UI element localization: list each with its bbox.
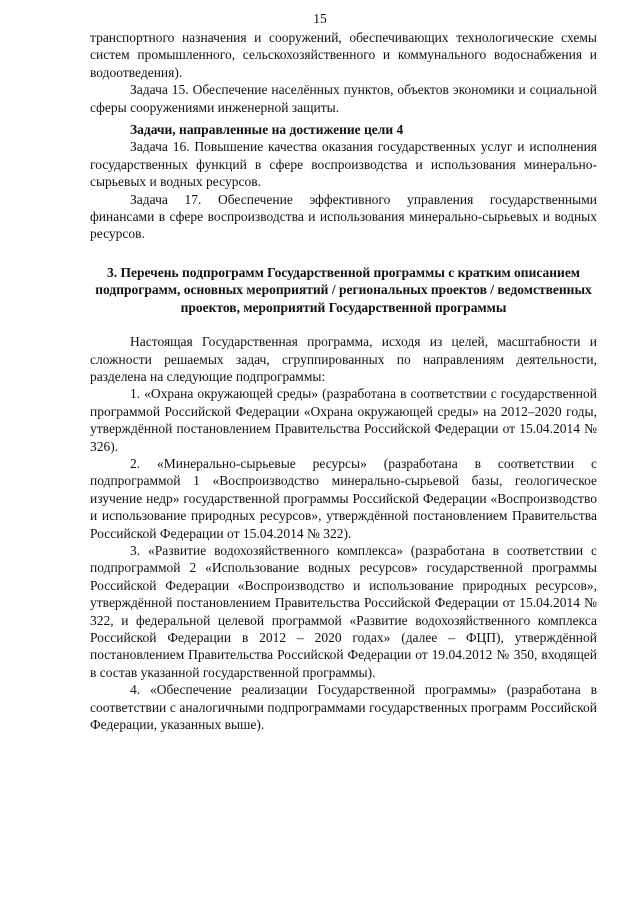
- list-item-subprogram-4: 4. «Обеспечение реализации Государственной программы» (разработана в соответствии с аналогичными подпрограммами государственных программ Российской Федерации, указанных выше).: [90, 682, 597, 733]
- page-number: 15: [313, 11, 327, 26]
- paragraph-section-intro: Настоящая Государственная программа, исходя из целей, масштабности и сложности решаемых задач, сгруппированных по направлениям деятельности, разделена на следующие подпрограммы:: [90, 334, 597, 384]
- goal-4-heading: Задачи, направленные на достижение цели 4: [130, 122, 404, 138]
- paragraph-task-15: Задача 15. Обеспечение населённых пунктов, объектов экономики и социальной сферы сооружениями инженерной защиты.: [90, 82, 597, 115]
- list-item-subprogram-2: 2. «Минерально-сырьевые ресурсы» (разработана в соответствии с подпрограммой 1 «Воспроизводство минерально-сырьевой базы, геологическое изучение недр» государственной программы Российской Федерации «Воспроизводство и использование природных ресурсов», утверждённой постановлением Правительства Российской Федерации от 15.04.2014 № 322).: [90, 455, 597, 541]
- paragraph-task-17: Задача 17. Обеспечение эффективного управления государственными финансами в сфере воспроизводства и использования минерально-сырьевых и водных ресурсов.: [90, 191, 597, 242]
- section-3-title: 3. Перечень подпрограмм Государственной программы с кратким описанием подпрограмм, основных мероприятий / региональных проектов / ведомственных проектов, мероприятий Государственной программы: [95, 264, 592, 315]
- list-item-subprogram-1: 1. «Охрана окружающей среды» (разработана в соответствии с государственной программой Российской Федерации «Охрана окружающей среды» на 2012–2020 годы, утверждённой постановлением Правительства Российской Федерации от 15.04.2014 № 326).: [90, 386, 597, 454]
- list-item-subprogram-3: 3. «Развитие водохозяйственного комплекса» (разработана в соответствии с подпрограммой 2 «Использование водных ресурсов» государственной программы Российской Федерации «Воспроизводство и использование природных ресурсов», утверждённой постановлением Правительства Российской Федерации от 15.04.2014 № 322, и федеральной целевой программой «Развитие водохозяйственного комплекса Российской Федерации в 2012 – 2020 годах» (далее – ФЦП), утверждённой постановлением Правительства Российской Федерации от 19.04.2012 № 350, входящей в состав указанной государственной программы).: [90, 542, 597, 680]
- paragraph-task-16: Задача 16. Повышение качества оказания государственных услуг и исполнения государственных функций в сфере воспроизводства и использования минерально-сырьевых и водных ресурсов.: [90, 139, 597, 190]
- page-body: [90, 29, 597, 733]
- paragraph-continuation: транспортного назначения и сооружений, обеспечивающих технологические схемы систем промышленного, сельскохозяйственного и коммунального водоснабжения и водоотведения).: [90, 30, 597, 80]
